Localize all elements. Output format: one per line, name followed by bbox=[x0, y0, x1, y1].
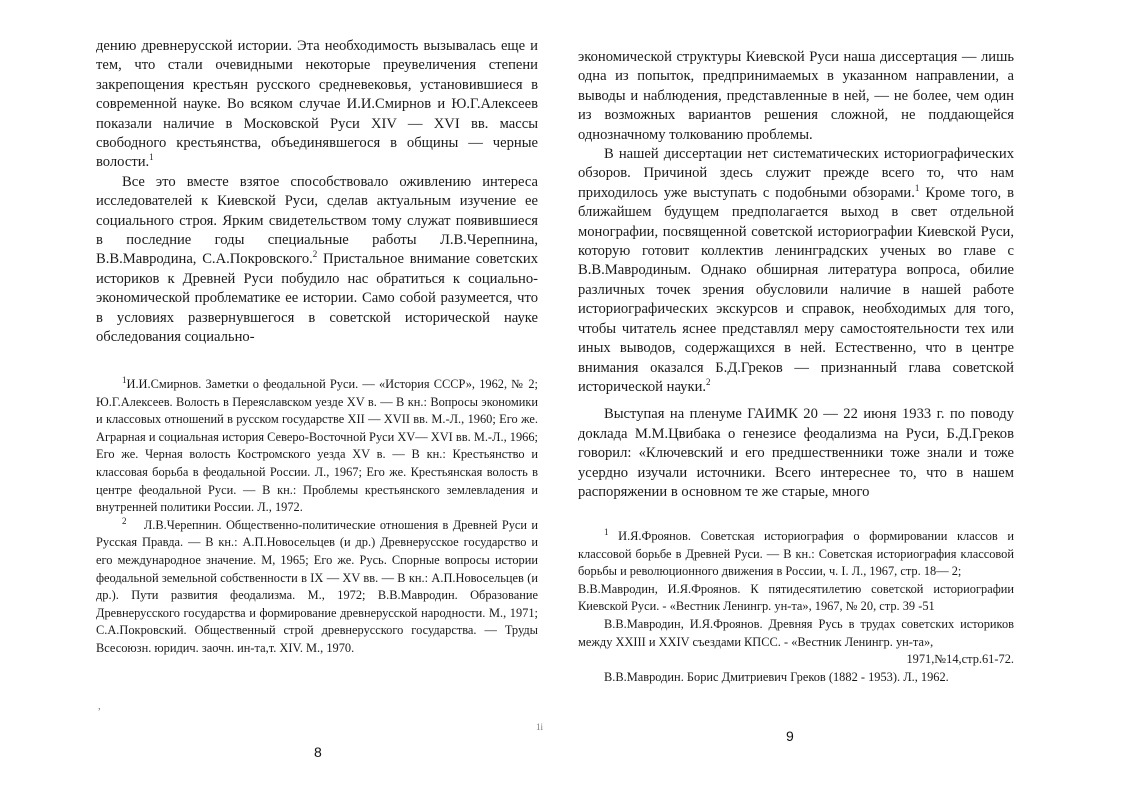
right-main-text bbox=[578, 48, 1014, 502]
footnote-1-ref-3: В.В.Мавродин, И.Я.Фроянов. Древняя Русь в трудах советских историков между XXIII и XXIV съездами КПСС. - «Вестник Ленингр. ун-та», bbox=[578, 616, 1014, 649]
footnote-ref-1: 1 bbox=[914, 182, 920, 193]
stray-mark: 1i bbox=[536, 722, 544, 732]
right-footnotes bbox=[578, 528, 1014, 686]
stray-comma: , bbox=[98, 700, 101, 712]
footnote-ref-1: 1 bbox=[149, 152, 154, 163]
left-page bbox=[96, 0, 544, 800]
footnote-ref-2: 2 bbox=[706, 377, 711, 388]
left-footnotes bbox=[96, 376, 538, 658]
footnote-2: В.В.Мавродин. Борис Дмитриевич Греков (1882 - 1953). Л., 1962. bbox=[604, 669, 949, 684]
right-paragraph-3: Выступая на пленуме ГАИМК 20 — 22 июня 1933 г. по поводу доклада М.М.Цвибака о генезисе феодализма на Руси, Б.Д.Греков говорил: «Ключевский и его предшественники тоже знали и тоже усердно изучали источники. Всего интереснее то, что в нашем распоряжении в основном те же старые, много bbox=[578, 406, 1014, 500]
left-paragraph-2: Все это вместе взятое способствовало оживлению интереса исследователей к Киевской Руси, сделав актуальным изучение ее социального строя. Ярким свидетельством тому служат появившиеся в последние годы специальные работы Л.В.Черепнина, В.В.Мавродина, С.А.Покровского.$^2$ Пристальное внимание советских историков к Древней Руси побудило нас обратиться к социально-экономической проблематике ее истории. Само собой разумеется, что в условиях развернувшегося в советской исторической науке обследования социально- bbox=[96, 173, 539, 346]
footnote-2: $^2$ Л.В.Черепнин. Общественно-политические отношения в Древней Руси и Русская Правда. — В кн.: А.П.Новосельцев (и др.) Древнерусское государство и его международное значение. М, 1965; Его же. Русь. Спорные вопросы истории феодальной земельной собственности в IX — XV вв. — В кн.: А.П.Новосельцев (и др.). Пути развития феодализма. М., 1972; В.В.Мавродин. Образование Древнерусского государства и формирование древнерусской народности. М., 1971; С.А.Покровский. Общественный строй древнерусского государства. — Труды Всесоюзн. юридич. заочн. ин-та,т. XIV. М., 1970. bbox=[96, 515, 539, 655]
right-page bbox=[578, 0, 1014, 800]
footnote-ref-2: 2 bbox=[312, 249, 318, 260]
page-number-right: 9 bbox=[786, 728, 794, 744]
footnote-1: $^1$ И.Я.Фроянов. Советская историография о формировании классов и классовой борьбе в Древней Руси. — В кн.: Советская историография классовой борьбы и революционного движения в России, ч. I. Л., 1967, стр. 18— 2; bbox=[578, 526, 1014, 579]
footnote-1-ref-3-tail: 1971,№14,стр.61-72. bbox=[906, 652, 1014, 667]
footnote-1-ref-2: В.В.Мавродин, И.Я.Фроянов. К пятидесятилетию советской историографии Киевской Руси. - «Вестник Ленингр. ун-та», 1967, № 20, стр. 39 -51 bbox=[578, 581, 1014, 614]
page-number-left: 8 bbox=[314, 744, 322, 760]
left-paragraph-1: дению древнерусской истории. Эта необходимость вызывалась еще и тем, что стали очевидными некоторые преувеличения степени закрепощения крестьян русского средневековья, установившиеся в современной науке. Во всяком случае И.И.Смирнов и Ю.Г.Алексеев показали наличие в Московской Руси XIV — XVI вв. массы свободного крестьянства, объединявшегося в общины — черные волости.$^1$ bbox=[96, 38, 538, 171]
left-main-text bbox=[96, 37, 538, 348]
right-paragraph-1: экономической структуры Киевской Руси наша диссертация — лишь одна из попыток, предпринимаемых в указанном направлении, а выводы и наблюдения, представленные в ней, — не более, чем один из возможных вариантов решения сложной, не поддающейся однозначному толкованию проблемы. bbox=[578, 49, 1014, 143]
right-paragraph-2: В нашей диссертации нет систематических историографических обзоров. Причиной здесь служит прежде всего то, что нам приходилось уже выступать с подобными обзорами.$^1$ Кроме того, в ближайшем будущем предполагается выход в свет отдельной монографии, посвященной советской историографии Киевской Руси, которую готовит коллектив ленинградских ученых во главе с В.В.Мавродиным. Однако обширная литература вопроса, обилие различных точек зрения обусловили наличие в нашей работе историографических экскурсов и справок, необходимых для того, чтобы читатель яснее представлял меру самостоятельности тех или иных выводов, содержащихся в ней. Естественно, что в центре внимания оказался Б.Д.Греков — признанный глава советской исторической науки.$^2$ bbox=[578, 146, 1014, 395]
footnote-1: $^1$И.И.Смирнов. Заметки о феодальной Руси. — «История СССР», 1962, № 2; Ю.Г.Алексеев. Волость в Переяславском уезде XV в. — В кн.: Вопросы экономики и классовых отношений в русском государстве XII — XVII вв. М.-Л., 1960; Его же. Аграрная и социальная история Северо-Восточной Руси XV— XVI вв. М.-Л., 1966; Его же. Черная волость Костромского уезда XV в. — В кн.: Крестьянство и классовая борьба в феодальной России. Л., 1967; Его же. Крестьянская волость в центре феодальной Руси. — В кн.: Проблемы крестьянского землевладения и внутренней политики России. Л., 1972. bbox=[96, 374, 538, 515]
